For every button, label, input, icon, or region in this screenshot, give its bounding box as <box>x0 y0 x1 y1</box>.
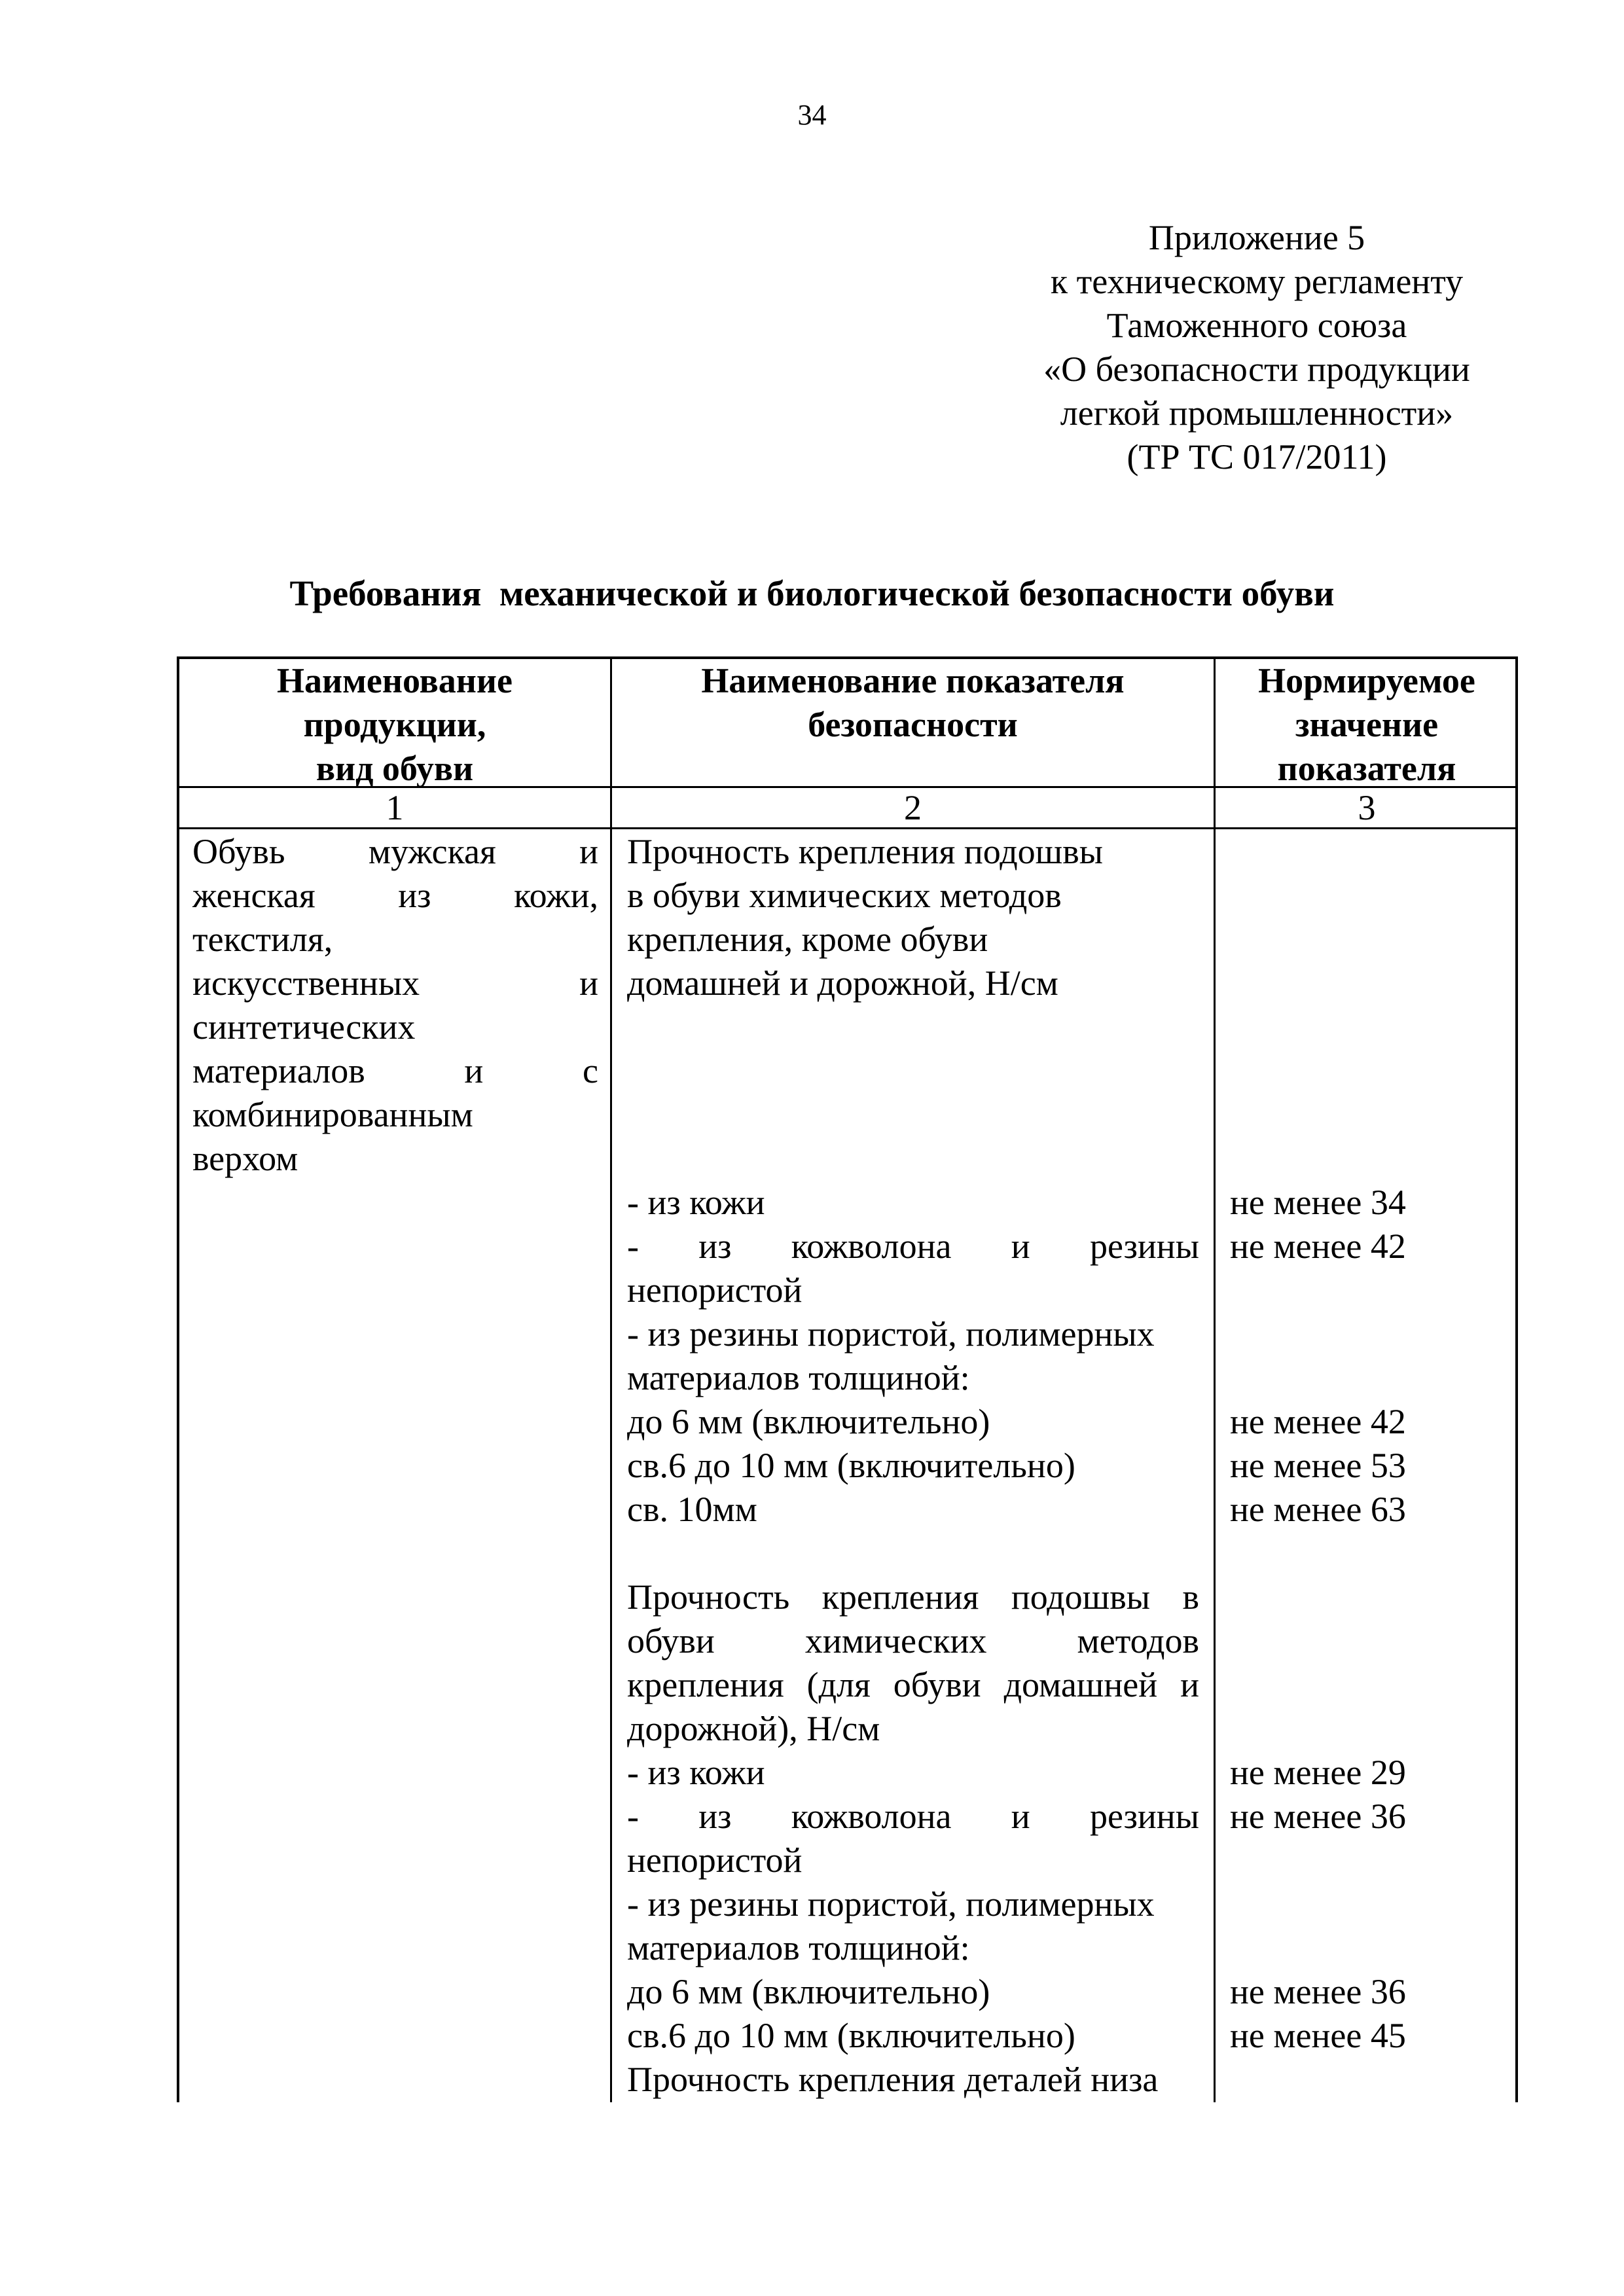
product-cell <box>192 830 598 1181</box>
header-indicator: Наименование показателя безопасности <box>701 661 1125 744</box>
column-divider <box>610 659 612 2102</box>
annex-line: легкой промышленности» <box>1060 393 1454 433</box>
indicator-line: в обуви химических методов <box>627 876 1062 915</box>
indicator-line: материалов толщиной: <box>627 1358 970 1397</box>
page-number: 34 <box>797 99 827 131</box>
indicator-line: непористой <box>627 1270 803 1310</box>
indicator-line: св.6 до 10 мм (включительно) <box>627 1446 1075 1485</box>
column-number-1: 1 <box>386 788 404 827</box>
value-line <box>1230 830 1511 874</box>
indicator-line: крепления (для обуви домашней и <box>627 1665 1199 1704</box>
annex-line: к техническому регламенту <box>1050 262 1464 301</box>
value-line <box>1230 1356 1511 1400</box>
indicator-line: до 6 мм (включительно) <box>627 1972 990 2011</box>
indicator-line: Прочность крепления деталей низа <box>627 2060 1159 2099</box>
indicator-line: - из кожволона и резины <box>627 1797 1199 1836</box>
value-line <box>1230 1049 1511 1093</box>
value-line <box>1230 2058 1511 2102</box>
indicator-line: - из кожи <box>627 1183 765 1222</box>
indicator-line: крепления, кроме обуви <box>627 920 988 959</box>
indicator-line: Прочность крепления подошвы в <box>627 1577 1199 1617</box>
indicator-line: - из резины пористой, полимерных <box>627 1884 1155 1924</box>
indicator-line: непористой <box>627 1840 803 1880</box>
indicator-line: обуви химических методов <box>627 1621 1199 1660</box>
product-line: верхом <box>192 1139 298 1178</box>
column-number-3: 3 <box>1358 788 1376 827</box>
value-line: не менее 34 <box>1230 1183 1406 1222</box>
value-line <box>1230 1312 1511 1356</box>
document-title: Требования механической и биологической безопасности обуви <box>289 573 1335 613</box>
product-line: синтетических <box>192 1007 416 1047</box>
value-line <box>1230 1707 1511 1751</box>
product-line: текстиля, <box>192 920 333 959</box>
annex-line: Приложение 5 <box>1148 218 1365 257</box>
value-line: не менее 45 <box>1230 2016 1406 2055</box>
value-line <box>1230 961 1511 1005</box>
value-line: не менее 42 <box>1230 1227 1406 1266</box>
value-line <box>1230 1926 1511 1970</box>
value-line <box>1230 874 1511 918</box>
value-line <box>1230 1137 1511 1181</box>
column-number-2: 2 <box>904 788 922 827</box>
annex-line: Таможенного союза <box>1106 306 1407 345</box>
value-line <box>1230 1575 1511 1619</box>
indicator-line: домашней и дорожной, Н/см <box>627 963 1058 1003</box>
header-product: Наименование продукции, вид обуви <box>277 661 513 788</box>
value-line <box>1230 1093 1511 1137</box>
annex-line: «О безопасности продукции <box>1043 350 1470 389</box>
indicator-line: Прочность крепления подошвы <box>627 832 1104 871</box>
product-line: искусственных и <box>192 963 598 1003</box>
annex-block <box>995 216 1519 479</box>
value-cell <box>1230 830 1511 2102</box>
value-line <box>1230 1268 1511 1312</box>
header-value: Нормируемое значение показателя <box>1258 661 1475 788</box>
indicator-line: материалов толщиной: <box>627 1928 970 1967</box>
value-line: не менее 36 <box>1230 1797 1406 1836</box>
indicator-line: - из кожволона и резины <box>627 1227 1199 1266</box>
value-line: не менее 53 <box>1230 1446 1406 1485</box>
value-line <box>1230 1532 1511 1575</box>
indicator-line <box>627 1532 1199 1575</box>
value-line <box>1230 1005 1511 1049</box>
indicator-line: св.6 до 10 мм (включительно) <box>627 2016 1075 2055</box>
indicator-line: до 6 мм (включительно) <box>627 1402 990 1441</box>
indicator-line: св. 10мм <box>627 1490 757 1529</box>
value-line: не менее 29 <box>1230 1753 1406 1792</box>
indicator-line: - из кожи <box>627 1753 765 1792</box>
indicator-line <box>627 1137 1199 1181</box>
product-line: материалов и с <box>192 1051 598 1090</box>
value-line <box>1230 1882 1511 1926</box>
indicator-line: дорожной), Н/см <box>627 1709 880 1748</box>
value-line: не менее 36 <box>1230 1972 1406 2011</box>
value-line <box>1230 1663 1511 1707</box>
indicator-cell <box>627 830 1199 2102</box>
value-line: не менее 42 <box>1230 1402 1406 1441</box>
product-line: Обувь мужская и <box>192 832 598 871</box>
value-line <box>1230 918 1511 961</box>
column-divider <box>1214 659 1216 2102</box>
indicator-line <box>627 1093 1199 1137</box>
indicator-line <box>627 1049 1199 1093</box>
value-line <box>1230 1839 1511 1882</box>
value-line: не менее 63 <box>1230 1490 1406 1529</box>
product-line: женская из кожи, <box>192 876 598 915</box>
indicator-line <box>627 1005 1199 1049</box>
value-line <box>1230 1619 1511 1663</box>
product-line: комбинированным <box>192 1095 473 1134</box>
annex-line: (ТР ТС 017/2011) <box>1127 437 1387 476</box>
requirements-table <box>177 656 1518 2102</box>
indicator-line: - из резины пористой, полимерных <box>627 1314 1155 1354</box>
